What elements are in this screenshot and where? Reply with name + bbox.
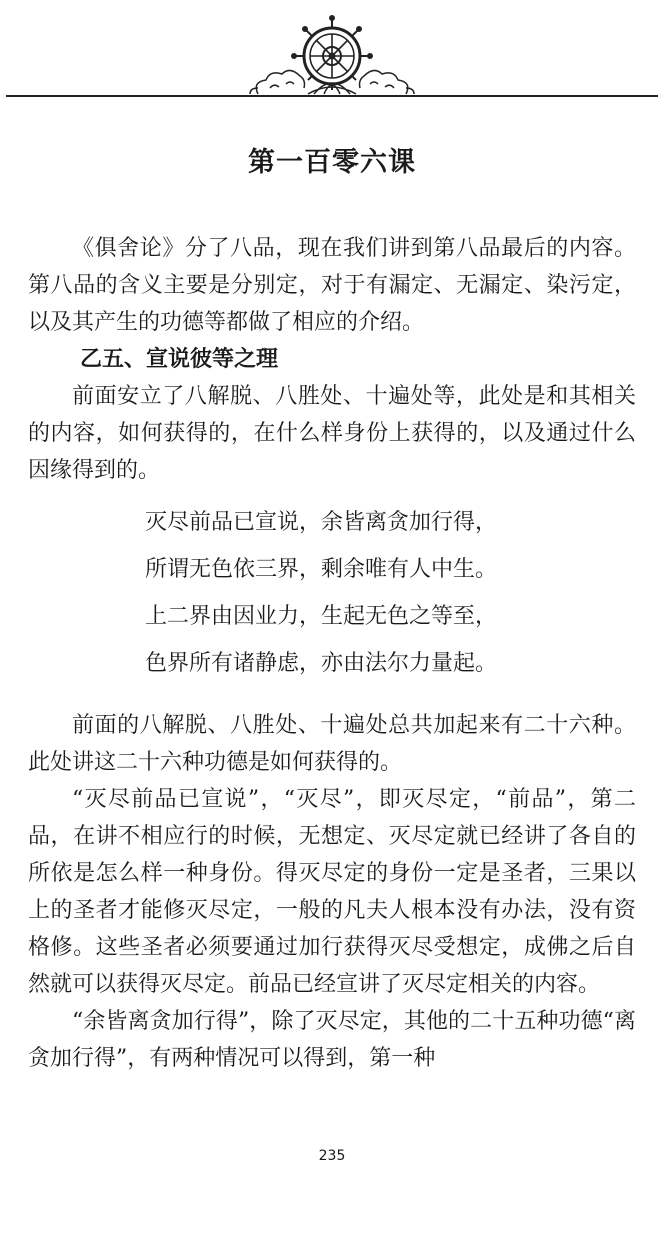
verse-line: 上二界由因业力，生起无色之等至， [145, 604, 498, 629]
section-subheading: 乙五、宣说彼等之理 [80, 346, 279, 372]
dharma-wheel-icon [0, 0, 664, 110]
chapter-title: 第一百零六课 [248, 147, 416, 178]
verse-line: 所谓无色依三界，剩余唯有人中生。 [145, 557, 498, 582]
opening-paragraph: 《俱舍论》分了八品，现在我们讲到第八品最后的内容。第八品的含义主要是分别定，对于有漏定、无漏定、染污定，以及其产生的功德等都做了相应的介绍。 [28, 236, 636, 335]
body-paragraph: 前面的八解脱、八胜处、十遍处总共加起来有二十六种。此处讲这二十六种功德是如何获得的。 [28, 713, 636, 775]
body-paragraph: “灭尽前品已宣说”，“灭尽”，即灭尽定，“前品”，第二品，在讲不相应行的时候，无想定、灭尽定就已经讲了各自的所依是怎么样一种身份。得灭尽定的身份一定是圣者，三果以上的圣者才能修灭尽定，一般的凡夫人根本没有办法，没有资格修。这些圣者必须要通过加行获得灭尽受想定，成佛之后自然就可以获得灭尽定。前品已经宣讲了灭尽定相关的内容。 [28, 787, 636, 997]
verse-line: 灭尽前品已宣说，余皆离贪加行得， [145, 510, 498, 535]
page-content [28, 230, 636, 1077]
verse-line: 色界所有诸静虑，亦由法尔力量起。 [145, 651, 498, 676]
header-ornament [0, 0, 664, 110]
body-paragraph: “余皆离贪加行得”，除了灭尽定，其他的二十五种功德“离贪加行得”，有两种情况可以得到，第一种 [28, 1009, 636, 1071]
verse-block [28, 499, 636, 687]
intro-paragraph: 前面安立了八解脱、八胜处、十遍处等，此处是和其相关的内容，如何获得的，在什么样身份上获得的，以及通过什么因缘得到的。 [28, 384, 636, 483]
page-number: 235 [318, 1148, 346, 1164]
